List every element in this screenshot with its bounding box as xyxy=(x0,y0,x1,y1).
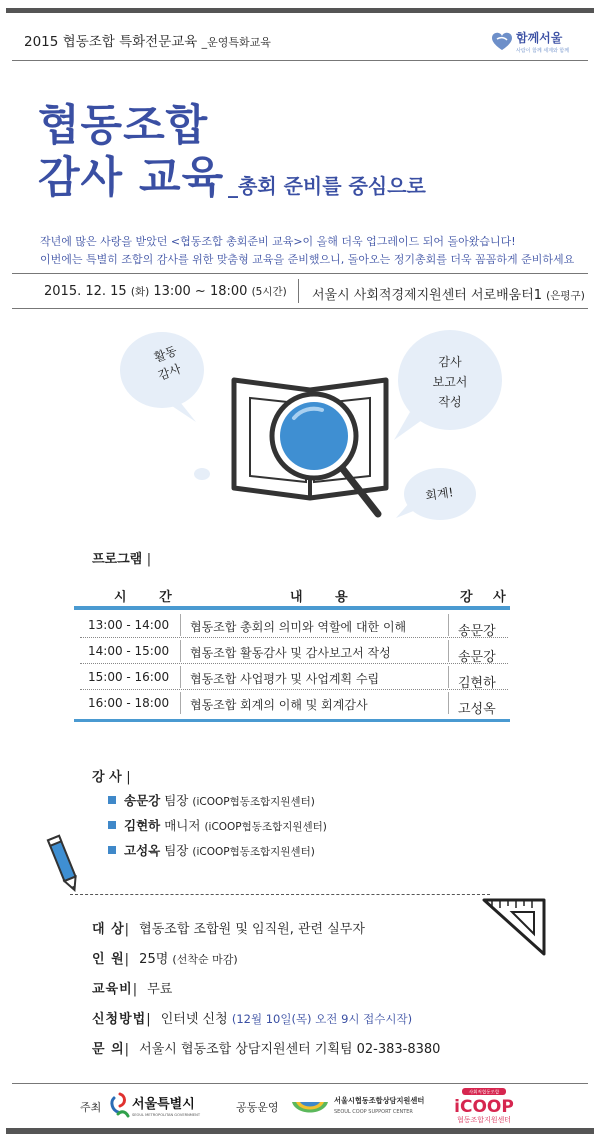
detail-key: 교육비 xyxy=(92,982,133,997)
event-place: 서울시 사회적경제지원센터 서로배움터1 xyxy=(312,288,543,303)
program-title-bar: | xyxy=(146,552,152,567)
lecturer-role: 팀장 xyxy=(164,793,189,808)
bubble-left-line1: 활동 xyxy=(152,343,179,365)
lecturer-name: 송문강 xyxy=(124,793,161,808)
row-time: 14:00 - 15:00 xyxy=(88,644,170,658)
bubble-right-line1: 감사 xyxy=(438,355,462,369)
header-title xyxy=(24,30,271,50)
table-header-time: 시 간 xyxy=(114,590,186,605)
info-separator xyxy=(298,279,299,303)
seoul-city-en: SEOUL METROPOLITAN GOVERNMENT xyxy=(132,1113,201,1117)
speech-bubble-left xyxy=(120,332,204,422)
table-row xyxy=(74,664,510,690)
intro-line2: 이번에는 특별히 조합의 감사를 위한 맞춤형 교육을 준비했으니, 돌아오는 정기총회를 더욱 꼼꼼하게 준비하세요 xyxy=(40,253,575,266)
table-top-rule xyxy=(74,606,510,610)
lecturers-section-title xyxy=(92,766,131,785)
detail-value: 서울시 협동조합 상담지원센터 기획팀 02-383-8380 xyxy=(139,1042,441,1057)
table-header-content: 내 용 xyxy=(290,590,362,605)
header-subtitle: _운영특화교육 xyxy=(201,36,271,49)
intro-line1: 작년에 많은 사랑을 받았던 <협동조합 총회준비 교육>이 올해 더욱 업그레이드 되어 돌아왔습니다! xyxy=(40,235,516,248)
icoop-logo xyxy=(448,1088,520,1124)
bubble-left-line2: 감사 xyxy=(156,361,183,383)
header-title-main: 2015 협동조합 특화전문교육 xyxy=(24,34,198,50)
bullet-square-icon xyxy=(108,796,116,804)
book-magnifier-illustration xyxy=(110,318,510,528)
detail-capacity: 인 원| 25명 (선착순 마감) xyxy=(92,952,238,967)
seoul-together-logo xyxy=(488,26,578,56)
lecturer-org: (iCOOP협동조합지원센터) xyxy=(192,796,315,808)
lecturer-role: 매니저 xyxy=(164,818,201,833)
info-divider-bottom xyxy=(12,308,588,309)
table-row xyxy=(74,690,510,716)
center-en: SEOUL COOP SUPPORT CENTER xyxy=(334,1109,413,1115)
icoop-name: iCOOP xyxy=(454,1097,514,1117)
detail-value: 협동조합 조합원 및 임직원, 관련 실무자 xyxy=(139,922,365,937)
row-time: 13:00 - 14:00 xyxy=(88,618,170,632)
bullet-square-icon xyxy=(108,821,116,829)
dashed-divider xyxy=(70,894,490,895)
lecturers-title: 강 사 xyxy=(92,770,122,785)
center-name: 서울시협동조합상담지원센터 xyxy=(334,1096,425,1105)
bubble-right-line3: 작성 xyxy=(438,395,462,409)
logo-tagline: 사람이 함께 세계와 함께 xyxy=(516,48,570,54)
event-date: 2015. 12. 15 xyxy=(44,284,127,299)
event-time: 13:00 ~ 18:00 xyxy=(153,284,248,299)
program-title: 프로그램 xyxy=(92,552,143,567)
icoop-sub: 협동조합지원센터 xyxy=(456,1116,512,1124)
main-title-line2: 감사 교육 xyxy=(38,153,225,203)
logo-text: 함께서울 xyxy=(516,31,563,45)
row-content: 협동조합 사업평가 및 사업계획 수립 xyxy=(190,672,380,686)
detail-key: 신청방법 xyxy=(92,1012,147,1027)
host-label: 주최 xyxy=(80,1101,102,1114)
pen-icon xyxy=(44,832,84,896)
event-datetime xyxy=(44,284,287,299)
detail-key: 문 의 xyxy=(92,1042,125,1057)
lecturer-org: (iCOOP협동조합지원센터) xyxy=(204,821,327,833)
detail-apply: 신청방법| 인터넷 신청 (12월 10일(목) 오전 9시 접수시작) xyxy=(92,1012,413,1027)
row-content: 협동조합 활동감사 및 감사보고서 작성 xyxy=(190,646,391,660)
info-divider-top xyxy=(12,273,588,274)
bullet-square-icon xyxy=(108,846,116,854)
small-bubble xyxy=(194,468,210,480)
detail-note: (12월 10일(목) 오전 9시 접수시작) xyxy=(231,1012,413,1026)
detail-value: 25명 xyxy=(139,952,169,967)
seoul-city-logo xyxy=(108,1090,208,1120)
lecturer-item xyxy=(108,841,315,859)
event-weekday: (화) xyxy=(130,286,150,298)
main-title-sub: _총회 준비를 중심으로 xyxy=(228,174,426,198)
table-row xyxy=(74,638,510,664)
detail-value: 인터넷 신청 xyxy=(160,1012,228,1027)
bubble-bottom-text: 회계! xyxy=(424,485,455,503)
row-teacher: 고성옥 xyxy=(458,702,496,717)
detail-fee: 교육비| 무료 xyxy=(92,982,173,997)
lecturer-item xyxy=(108,791,315,809)
lecturer-role: 팀장 xyxy=(164,843,189,858)
detail-key: 대 상 xyxy=(92,922,125,937)
detail-value: 무료 xyxy=(147,982,173,997)
lecturer-item xyxy=(108,816,327,834)
table-row xyxy=(74,612,510,638)
row-time: 15:00 - 16:00 xyxy=(88,670,170,684)
event-location xyxy=(312,284,585,303)
lecturer-org: (iCOOP협동조합지원센터) xyxy=(192,846,315,858)
icoop-top: 사회적협동조합 xyxy=(468,1090,500,1096)
lecturer-name: 고성옥 xyxy=(124,843,161,858)
row-teacher: 송문강 xyxy=(458,624,496,639)
footer-divider xyxy=(12,1083,588,1084)
lecturer-name: 김현하 xyxy=(124,818,161,833)
table-header-teacher: 강 사 xyxy=(460,590,514,605)
lecturers-title-bar: | xyxy=(126,770,131,785)
row-time: 16:00 - 18:00 xyxy=(88,696,170,710)
bottom-bar xyxy=(6,1128,594,1134)
top-bar xyxy=(6,8,594,13)
seoul-coop-center-logo xyxy=(290,1090,440,1120)
table-bottom-rule xyxy=(74,719,510,722)
bubble-right-line2: 보고서 xyxy=(432,375,468,389)
detail-key: 인 원 xyxy=(92,952,125,967)
cohost-label: 공동운영 xyxy=(236,1101,279,1114)
speech-bubble-right xyxy=(394,330,502,440)
row-teacher: 김현하 xyxy=(458,676,496,691)
row-teacher: 송문강 xyxy=(458,650,496,665)
heart-icon xyxy=(492,33,512,50)
event-district: (은평구) xyxy=(546,290,585,302)
row-content: 협동조합 총회의 의미와 역할에 대한 이해 xyxy=(190,620,407,634)
triangle-ruler-icon xyxy=(482,896,548,956)
speech-bubble-bottom xyxy=(396,468,476,520)
header-divider xyxy=(12,60,588,61)
event-duration: (5시간) xyxy=(251,286,287,298)
detail-note: (선착순 마감) xyxy=(172,953,238,966)
detail-target: 대 상| 협동조합 조합원 및 임직원, 관련 실무자 xyxy=(92,922,365,937)
program-section-title xyxy=(92,548,151,567)
seoul-city-name: 서울특별시 xyxy=(132,1097,195,1112)
detail-contact: 문 의| 서울시 협동조합 상담지원센터 기획팀 02-383-8380 xyxy=(92,1042,441,1057)
row-content: 협동조합 회계의 이해 및 회계감사 xyxy=(190,698,368,712)
main-title-line1: 협동조합 xyxy=(38,101,209,151)
